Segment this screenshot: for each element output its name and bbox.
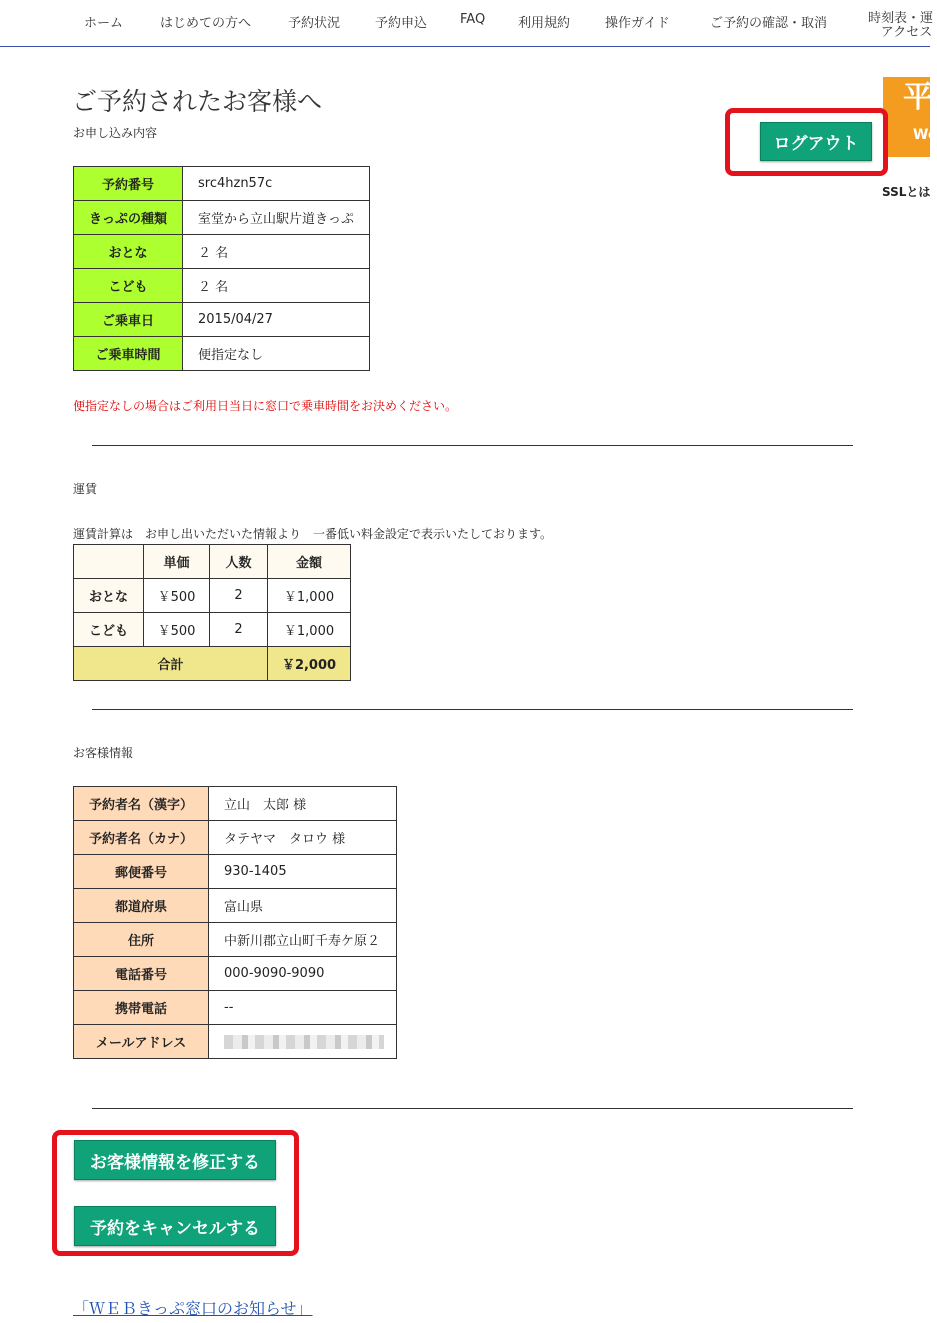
reservation-label: 予約番号 — [74, 167, 183, 201]
table-row — [74, 821, 397, 855]
table-row — [74, 545, 351, 579]
divider — [92, 709, 853, 710]
customer-value: 930-1405 — [209, 855, 397, 889]
customer-label: 住所 — [74, 923, 209, 957]
customer-label: 郵便番号 — [74, 855, 209, 889]
reservation-value: 室堂から立山駅片道きっぷ — [183, 201, 370, 235]
nav-home[interactable]: ホーム — [84, 16, 124, 31]
table-row — [74, 923, 397, 957]
table-row — [74, 235, 370, 269]
customer-label: 予約者名（カナ） — [74, 821, 209, 855]
reservation-value: ２ 名 — [183, 235, 370, 269]
customer-email-value — [209, 1025, 397, 1059]
table-row — [74, 1025, 397, 1059]
nav-terms[interactable]: 利用規約 — [518, 16, 571, 31]
nav-timetable-access[interactable] — [868, 12, 933, 40]
nav-first-time[interactable]: はじめての方へ — [160, 16, 252, 31]
nav-confirm-cancel[interactable]: ご予約の確認・取消 — [710, 16, 828, 31]
customer-label: 携帯電話 — [74, 991, 209, 1025]
reservation-value: ２ 名 — [183, 269, 370, 303]
table-row — [74, 855, 397, 889]
fare-amount: ￥1,000 — [268, 613, 351, 647]
nav-timetable-line1: 時刻表・運 — [868, 11, 934, 26]
fare-total-label: 合計 — [74, 647, 268, 681]
fare-header-amount: 金額 — [268, 545, 351, 579]
fare-header-blank — [74, 545, 144, 579]
table-row — [74, 787, 397, 821]
reservation-value: 2015/04/27 — [183, 303, 370, 337]
table-row — [74, 201, 370, 235]
fare-table — [73, 544, 351, 681]
reservation-table — [73, 166, 370, 371]
redacted-email — [224, 1035, 384, 1049]
customer-label: 予約者名（漢字） — [74, 787, 209, 821]
top-navigation — [0, 0, 934, 47]
table-row — [74, 337, 370, 371]
customer-value: 000-9090-9090 — [209, 957, 397, 991]
fare-header-unit: 単価 — [144, 545, 210, 579]
reservation-value: src4hzn57c — [183, 167, 370, 201]
notice-text: 便指定なしの場合はご利用日当日に窓口で乗車時間をお決めください。 — [73, 399, 458, 413]
cancel-reservation-button[interactable]: 予約をキャンセルする — [74, 1206, 276, 1246]
fare-section-label: 運賃 — [73, 482, 98, 496]
reservation-label: ご乗車日 — [74, 303, 183, 337]
fare-header-count: 人数 — [210, 545, 268, 579]
customer-label: メールアドレス — [74, 1025, 209, 1059]
nav-guide[interactable]: 操作ガイド — [605, 16, 670, 31]
customer-label: 都道府県 — [74, 889, 209, 923]
table-row — [74, 167, 370, 201]
table-row — [74, 303, 370, 337]
page-subtitle: お申し込み内容 — [73, 126, 158, 140]
nav-timetable-line2: アクセス — [880, 25, 933, 40]
customer-label: 電話番号 — [74, 957, 209, 991]
divider — [92, 445, 853, 446]
fare-count: 2 — [210, 613, 268, 647]
customer-value: タテヤマ タロウ 様 — [209, 821, 397, 855]
fare-unit: ￥500 — [144, 613, 210, 647]
page-title: ご予約されたお客様へ — [72, 87, 323, 116]
fare-unit: ￥500 — [144, 579, 210, 613]
table-row — [74, 957, 397, 991]
reservation-label: ご乗車時間 — [74, 337, 183, 371]
reservation-value: 便指定なし — [183, 337, 370, 371]
table-row — [74, 269, 370, 303]
nav-faq[interactable]: FAQ — [460, 12, 486, 27]
table-row — [74, 991, 397, 1025]
table-row — [74, 889, 397, 923]
table-row — [74, 613, 351, 647]
customer-value: 富山県 — [209, 889, 397, 923]
customer-value: -- — [209, 991, 397, 1025]
customer-value: 中新川郡立山町千寿ケ原２ — [209, 923, 397, 957]
fare-count: 2 — [210, 579, 268, 613]
table-row — [74, 647, 351, 681]
reservation-label: おとな — [74, 235, 183, 269]
customer-value: 立山 太郎 様 — [209, 787, 397, 821]
fare-row-label: こども — [74, 613, 144, 647]
customer-section-label: お客様情報 — [73, 746, 134, 760]
nav-reservation-status[interactable]: 予約状況 — [288, 16, 341, 31]
edit-customer-info-button[interactable]: お客様情報を修正する — [74, 1140, 276, 1180]
fare-total-value: ￥2,000 — [268, 647, 351, 681]
fare-amount: ￥1,000 — [268, 579, 351, 613]
reservation-label: こども — [74, 269, 183, 303]
banner-glyph: 平 — [903, 80, 933, 115]
fare-row-label: おとな — [74, 579, 144, 613]
fare-description: 運賃計算は お申し出いただいた情報より 一番低い料金設定で表示いたしております。 — [73, 527, 553, 541]
divider — [92, 1108, 853, 1109]
nav-apply[interactable]: 予約申込 — [375, 16, 428, 31]
banner-text: We — [913, 127, 937, 143]
web-ticket-notice-link[interactable]: 「ＷＥＢきっぷ窓口のお知らせ」 — [73, 1299, 313, 1318]
ssl-link[interactable]: SSLとは — [882, 185, 931, 199]
side-banner[interactable] — [883, 77, 937, 157]
customer-table — [73, 786, 397, 1059]
table-row — [74, 579, 351, 613]
reservation-label: きっぷの種類 — [74, 201, 183, 235]
logout-button[interactable]: ログアウト — [760, 122, 872, 161]
